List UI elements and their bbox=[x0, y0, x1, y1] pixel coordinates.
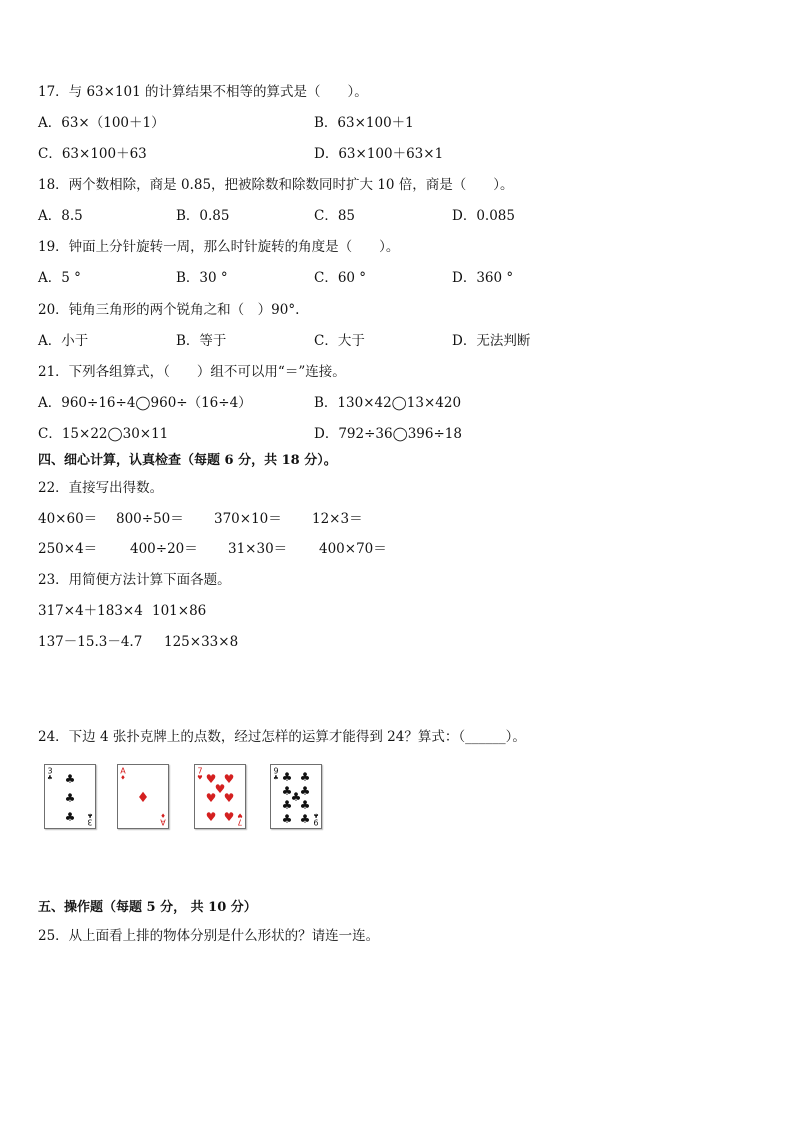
club-icon: ♣ bbox=[313, 811, 319, 819]
playing-card-3-clubs bbox=[44, 764, 96, 829]
card-rank-bottom: 9 bbox=[313, 817, 319, 827]
question-25-stem: 25．从上面看上排的物体分别是什么形状的？请连一连。 bbox=[38, 928, 380, 944]
q17-option-a[interactable]: A．63×（100＋1） bbox=[38, 115, 165, 131]
question-20-stem: 20．钝角三角形的两个锐角之和（ ）90°. bbox=[38, 302, 300, 318]
heart-pip-icon: ♥ bbox=[223, 772, 235, 786]
q22-item: 800÷50＝ bbox=[116, 511, 184, 527]
q19-option-c[interactable]: C．60 ° bbox=[314, 270, 367, 286]
club-pip-icon: ♣ bbox=[290, 790, 302, 804]
club-pip-icon: ♣ bbox=[64, 772, 76, 786]
playing-card-ace-diamonds bbox=[117, 764, 169, 829]
diamond-pip-icon: ♦ bbox=[136, 790, 150, 806]
q22-item: 40×60＝ bbox=[38, 511, 98, 527]
q20-option-b[interactable]: B．等于 bbox=[176, 333, 227, 349]
question-19-stem: 19．钟面上分针旋转一周，那么时针旋转的角度是（ ）。 bbox=[38, 239, 400, 255]
diamond-icon: ♦ bbox=[160, 811, 166, 819]
playing-card-9-clubs bbox=[270, 764, 322, 829]
club-pip-icon: ♣ bbox=[64, 791, 76, 805]
card-rank-top: 7 bbox=[197, 766, 203, 776]
heart-icon: ♥ bbox=[237, 811, 243, 819]
club-pip-icon: ♣ bbox=[281, 784, 293, 798]
q20-option-d[interactable]: D．无法判断 bbox=[452, 333, 531, 349]
question-23-stem: 23．用简便方法计算下面各题。 bbox=[38, 572, 231, 588]
question-22-stem: 22．直接写出得数。 bbox=[38, 480, 164, 496]
q17-option-c[interactable]: C．63×100＋63 bbox=[38, 146, 147, 162]
q18-option-b[interactable]: B．0.85 bbox=[176, 208, 230, 224]
club-pip-icon: ♣ bbox=[281, 798, 293, 812]
q22-item: 400÷20＝ bbox=[130, 541, 198, 557]
q20-option-c[interactable]: C．大于 bbox=[314, 333, 365, 349]
q18-option-a[interactable]: A．8.5 bbox=[38, 208, 83, 224]
question-21-stem: 21．下列各组算式，（ ）组不可以用“＝”连接。 bbox=[38, 364, 346, 380]
q19-option-a[interactable]: A．5 ° bbox=[38, 270, 81, 286]
club-pip-icon: ♣ bbox=[64, 810, 76, 824]
question-17-stem: 17．与 63×101 的计算结果不相等的算式是（ ）。 bbox=[38, 84, 368, 100]
heart-pip-icon: ♥ bbox=[214, 782, 226, 796]
diamond-icon: ♦ bbox=[120, 774, 126, 782]
card-rank-bottom: 3 bbox=[87, 817, 93, 827]
q22-item: 31×30＝ bbox=[228, 541, 288, 557]
q21-option-c[interactable]: C．15×22◯30×11 bbox=[38, 426, 169, 442]
heart-icon: ♥ bbox=[197, 774, 203, 782]
q19-option-b[interactable]: B．30 ° bbox=[176, 270, 228, 286]
card-face bbox=[118, 765, 168, 828]
club-pip-icon: ♣ bbox=[299, 784, 311, 798]
heart-pip-icon: ♥ bbox=[223, 791, 235, 805]
heart-pip-icon: ♥ bbox=[205, 791, 217, 805]
card-rank-bottom: A bbox=[160, 817, 166, 827]
card-rank-bottom: 7 bbox=[237, 817, 243, 827]
club-icon: ♣ bbox=[47, 774, 53, 782]
playing-card-7-hearts bbox=[194, 764, 246, 829]
club-pip-icon: ♣ bbox=[281, 812, 293, 826]
section-5-heading: 五、操作题（每题 5 分， 共 10 分） bbox=[38, 900, 257, 915]
q19-option-d[interactable]: D．360 ° bbox=[452, 270, 514, 286]
card-face bbox=[45, 765, 95, 828]
q23-item: 317×4＋183×4 bbox=[38, 603, 143, 619]
section-4-heading: 四、细心计算，认真检查（每题 6 分，共 18 分）。 bbox=[38, 453, 337, 468]
card-rank-top: 9 bbox=[273, 766, 279, 776]
q23-item: 125×33×8 bbox=[164, 634, 239, 650]
q17-option-b[interactable]: B．63×100＋1 bbox=[314, 115, 414, 131]
q23-item: 137－15.3－4.7 bbox=[38, 634, 143, 650]
q22-item: 12×3＝ bbox=[312, 511, 363, 527]
q22-item: 250×4＝ bbox=[38, 541, 98, 557]
club-icon: ♣ bbox=[87, 811, 93, 819]
card-rank-top: A bbox=[120, 766, 126, 776]
club-pip-icon: ♣ bbox=[299, 798, 311, 812]
question-18-stem: 18．两个数相除，商是 0.85，把被除数和除数同时扩大 10 倍，商是（ ）。 bbox=[38, 177, 514, 193]
heart-pip-icon: ♥ bbox=[205, 810, 217, 824]
q21-option-a[interactable]: A．960÷16÷4◯960÷（16÷4） bbox=[38, 395, 252, 411]
q22-item: 370×10＝ bbox=[214, 511, 282, 527]
q23-item: 101×86 bbox=[152, 603, 207, 619]
club-pip-icon: ♣ bbox=[299, 770, 311, 784]
heart-pip-icon: ♥ bbox=[223, 810, 235, 824]
q22-item: 400×70＝ bbox=[319, 541, 387, 557]
q17-option-d[interactable]: D．63×100＋63×1 bbox=[314, 146, 444, 162]
club-pip-icon: ♣ bbox=[299, 812, 311, 826]
club-icon: ♣ bbox=[273, 774, 279, 782]
card-face bbox=[195, 765, 245, 828]
q20-option-a[interactable]: A．小于 bbox=[38, 333, 89, 349]
club-pip-icon: ♣ bbox=[281, 770, 293, 784]
q21-option-b[interactable]: B．130×42◯13×420 bbox=[314, 395, 462, 411]
card-rank-top: 3 bbox=[47, 766, 53, 776]
q18-option-d[interactable]: D．0.085 bbox=[452, 208, 515, 224]
question-24-stem: 24．下边 4 张扑克牌上的点数，经过怎样的运算才能得到 24？算式：（______）。 bbox=[38, 729, 526, 745]
heart-pip-icon: ♥ bbox=[205, 772, 217, 786]
q18-option-c[interactable]: C．85 bbox=[314, 208, 356, 224]
card-face bbox=[271, 765, 321, 828]
q21-option-d[interactable]: D．792÷36◯396÷18 bbox=[314, 426, 462, 442]
